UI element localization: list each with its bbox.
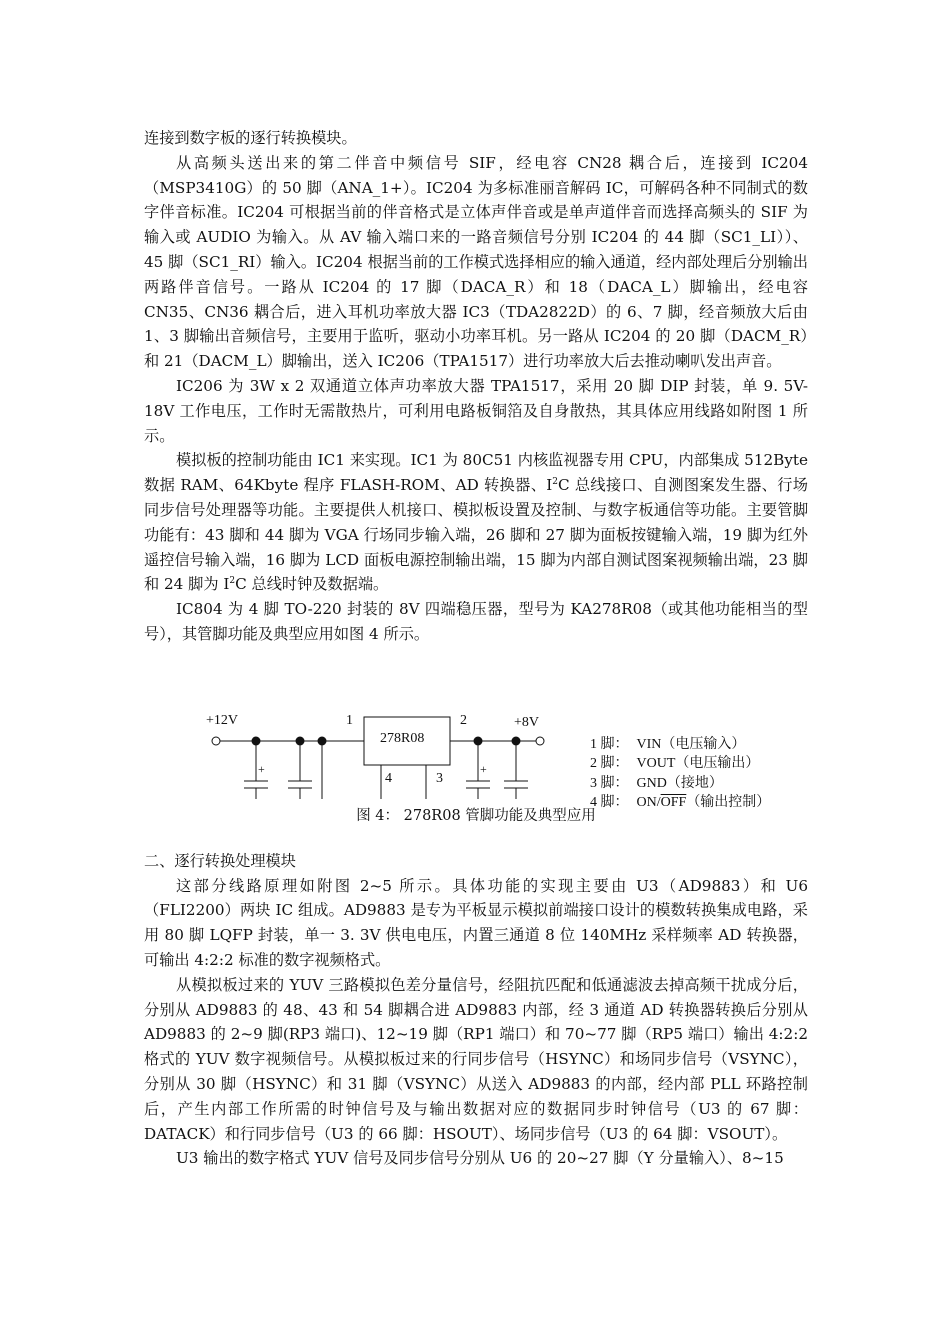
pin1-label: 1 xyxy=(346,712,353,728)
legend-pin4: 4 脚： $ON/\overline{OFF}$（输出控制） xyxy=(590,795,771,811)
paragraph-yuv-signal: 从模拟板过来的 YUV 三路模拟色差分量信号，经阻抗匹配和低通滤波去掉高频干扰成分后，分别从 AD9883 的 48、43 和 54 脚耦合进 AD9883 内部，经 3 通道 AD 转换器转换后分别从 AD9883 的 2~9 脚(RP3 端口)、12~19 脚（RP1 端口）和 70~77 脚（RP5 端口）输出 4:2:2 格式的 YUV 数字视频信号。从模拟板过来的行同步信号（HSYNC）和场同步信号（VSYNC），分别从 30 脚（HSYNC）和 31 脚（VSYNC）从送入 AD9883 的内部，经内部 PLL 环路控制后，产生内部工作所需的时钟信号及与输出数据对应的数据同步时钟信号（U3 的 67 脚：DATACK）和行同步信号（U3 的 66 脚：HSOUT）、场同步信号（U3 的 64 脚：VSOUT）。 xyxy=(144,975,808,1143)
paragraph-ic206: IC206 为 3W x 2 双通道立体声功率放大器 TPA1517，采用 20 脚 DIP 封装，单 9. 5V-18V 工作电压，工作时无需散热片，可利用电路板铜箔及自身散热，其具体应用线路如附图 1 所示。 xyxy=(144,376,808,445)
document-page xyxy=(144,126,808,1171)
paragraph-ic204: 从高频头送出来的第二伴音中频信号 SIF，经电容 CN28 耦合后，连接到 IC204（MSP3410G）的 50 脚（ANA_1+）。IC204 为多标准丽音解码 IC，可解码各种不同制式的数字伴音标准。IC204 可根据当前的伴音格式是立体声伴音或是单声道伴音而选择高频头的 SIF 为输入或 AUDIO 为输入。从 AV 输入端口来的一路音频信号分别 IC204 的 44 脚（SC1_LI））、45 脚（SC1_RI）输入。IC204 根据当前的工作模式选择相应的输入通道，经内部处理后分别输出两路伴音信号。一路从 IC204 的 17 脚（DACA_R）和 18（DACA_L）脚输出，经电容 CN35、CN36 耦合后，进入耳机功率放大器 IC3（TDA2822D）的 6、7 脚，经音频放大后由 1、3 脚输出音频信号，主要用于监听，驱动小功率耳机。另一路从 IC204 的 20 脚（DACM_R）和 21（DACM_L）脚输出，送入 IC206（TPA1517）进行功率放大后去推动喇叭发出声音。 xyxy=(144,153,808,371)
paragraph-ic804: IC804 为 4 脚 TO-220 封装的 8V 四端稳压器，型号为 KA278R08（或其他功能相当的型号），其管脚功能及典型应用如图 4 所示。 xyxy=(144,600,808,643)
paragraph-module-overview: 这部分线路原理如附图 2~5 所示。具体功能的实现主要由 U3（AD9883）和 U6（FLI2200）两块 IC 组成。AD9883 是专为平板显示模拟前端接口设计的模数转换集成电路，采用 80 脚 LQFP 封装，单一 3. 3V 供电电压，内置三通道 8 位 140MHz 采样频率 AD 转换器，可输出 4:2:2 标准的数字视频格式。 xyxy=(144,876,808,969)
pin3-label: 3 xyxy=(436,770,443,786)
legend-pin2: 2 脚： VOUT（电压输出） xyxy=(590,756,760,772)
pin2-label: 2 xyxy=(460,712,467,728)
paragraph-intro-end: 连接到数字板的逐行转换模块。 xyxy=(144,129,357,147)
pin4-label: 4 xyxy=(385,770,392,786)
legend-pin3: 3 脚： GND（接地） xyxy=(590,775,723,791)
paragraph-ic1: 模拟板的控制功能由 IC1 来实现。IC1 为 80C51 内核监视器专用 CPU，内部集成 512Byte 数据 RAM、64Kbyte 程序 FLASH-ROM、AD 转换器、$I^2C$ 总线接口、自测图案发生器、行场同步信号处理器等功能。主要提供人机接口、模拟板设置及控制、与数字板通信等功能。主要管脚功能有：43 脚和 44 脚为 VGA 行场同步输入端，26 脚和 27 脚为面板按键输入端，19 脚为红外遥控信号输入端，16 脚为 LCD 面板电源控制输出端，15 脚为内部自测试图案视频输出端，23 脚和 24 脚为 $I^2C$ 总线时钟及数据端。 xyxy=(144,451,808,594)
paragraph-u3-output: U3 输出的数字格式 YUV 信号及同步信号分别从 U6 的 20~27 脚（Y 分量输入）、8~15 xyxy=(176,1149,784,1168)
regulator-circuit-figure xyxy=(144,651,808,811)
pin-legend xyxy=(590,735,770,813)
figure-caption: 图 4： 278R08 管脚功能及典型应用 xyxy=(356,807,596,824)
chip-label: 278R08 xyxy=(380,730,425,746)
circuit-labels xyxy=(144,651,808,811)
cap-plus-out: + xyxy=(480,761,487,776)
section-heading: 二、逐行转换处理模块 xyxy=(144,851,296,870)
vin-label: +12V xyxy=(206,712,239,728)
vout-label: +8V xyxy=(514,714,540,730)
cap-plus-in: + xyxy=(258,761,265,776)
legend-pin1: 1 脚： VIN（电压输入） xyxy=(590,736,746,752)
